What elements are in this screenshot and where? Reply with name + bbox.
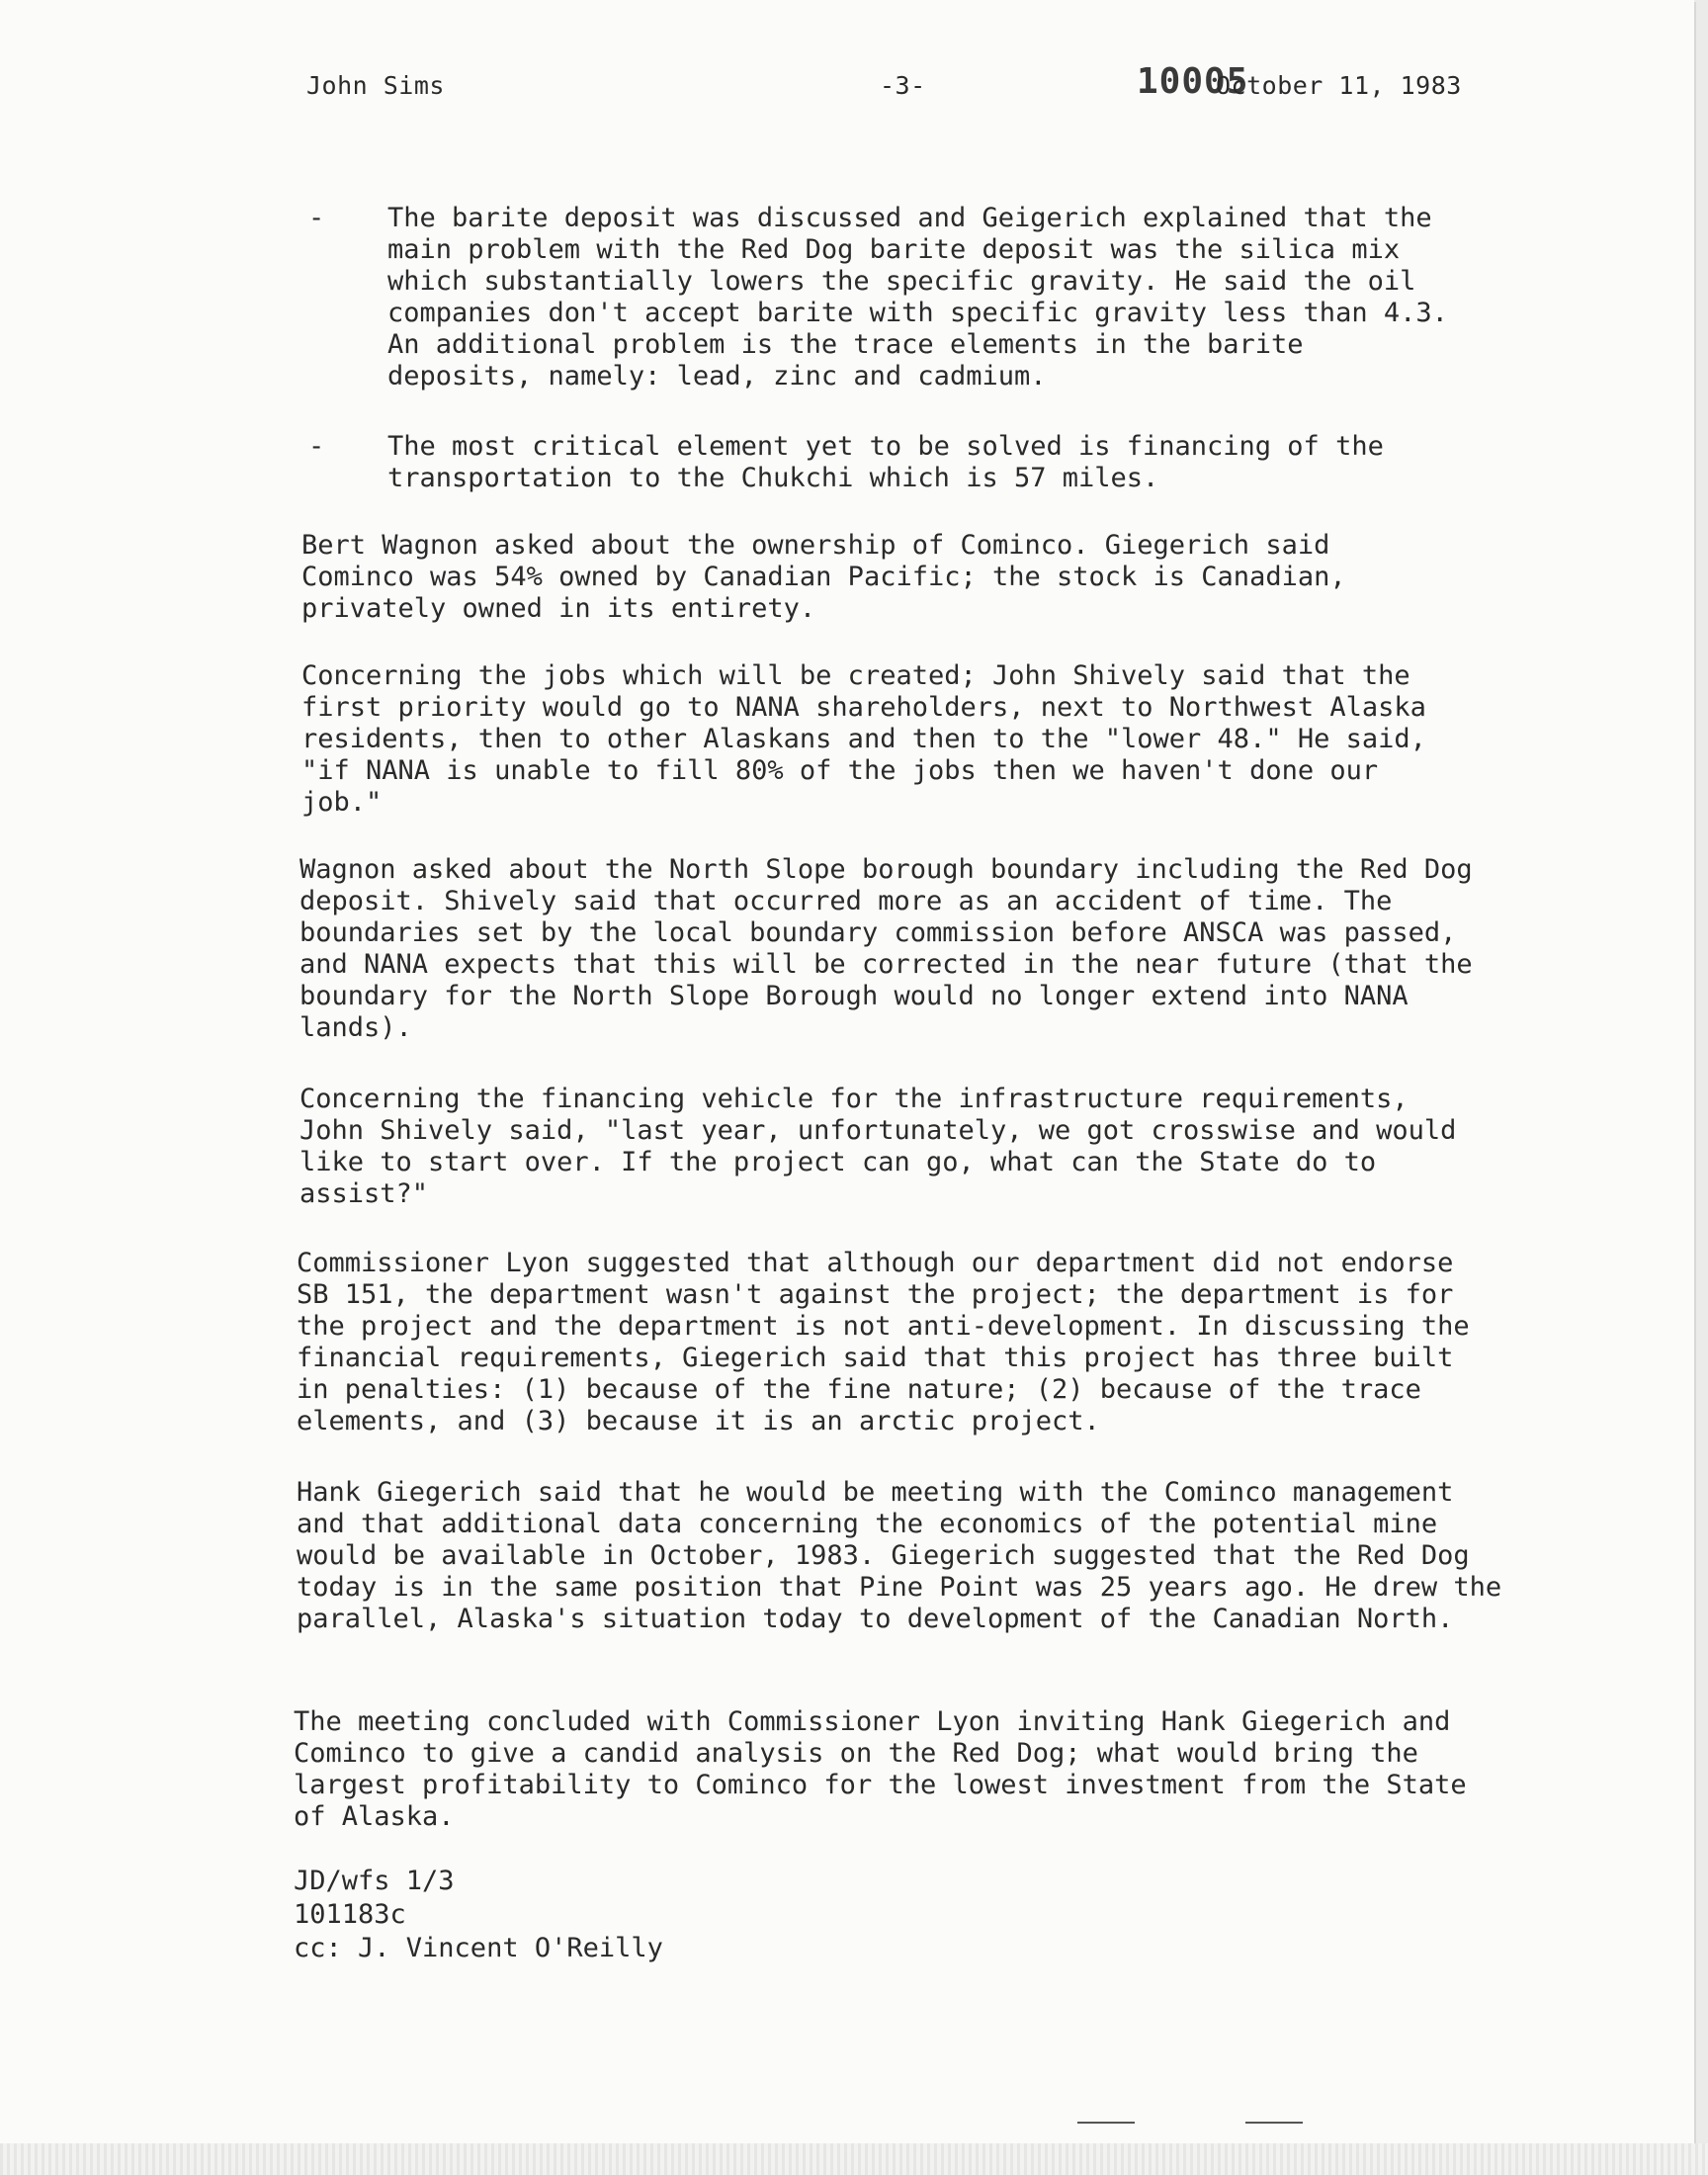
recipient-name: John Sims [306, 71, 445, 100]
paragraph-department-position: Commissioner Lyon suggested that although our department did not endorse SB 151, the department wasn't against the project; the department is for the project and the department is not anti-development. In discussing the financial requirements, Giegerich said that this project has three built in penalties: (1) because of the fine nature; (2) because of the trace elements, and (3) because it is an arctic project. [297, 1248, 1470, 1436]
scan-mark [1077, 2122, 1135, 2124]
paragraph-boundary: Wagnon asked about the North Slope borough boundary including the Red Dog deposit. Shively said that occurred more as an accident of time. The boundaries set by the local boundary commission before ANSCA was passed, and NANA expects that this will be corrected in the near future (that the boundary for the North Slope Borough would no longer extend into NANA lands). [299, 854, 1473, 1043]
scan-mark [1245, 2122, 1303, 2124]
paragraph-cominco-management: Hank Giegerich said that he would be meeting with the Cominco management and that additional data concerning the economics of the potential mine would be available in October, 1983. Giegerich suggested that the Red Dog today is in the same position that Pine Point was 25 years ago. He drew the parallel, Alaska's situation today to development of the Canadian North. [297, 1477, 1502, 1634]
bullet-marker: - [308, 431, 325, 462]
document-code: 101183c [294, 1899, 406, 1930]
typist-initials: JD/wfs 1/3 [294, 1866, 455, 1896]
bullet-transportation-financing: The most critical element yet to be solved is financing of the transportation to the Chukchi which is 57 miles. [387, 431, 1384, 493]
memo-date: October 11, 1983 [1216, 71, 1462, 100]
bullet-marker: - [308, 203, 325, 233]
document-stamp: 10005 [1137, 61, 1249, 102]
paragraph-financing-vehicle: Concerning the financing vehicle for the infrastructure requirements, John Shively said, "last year, unfortunately, we got crosswise and would like to start over. If the project can go, what can the State do to assist?" [299, 1084, 1457, 1209]
page-number: -3- [880, 71, 926, 100]
paragraph-ownership: Bert Wagnon asked about the ownership of Cominco. Giegerich said Cominco was 54% owned by Canadian Pacific; the stock is Canadian, privately owned in its entirety. [301, 530, 1346, 624]
bullet-barite-deposit: The barite deposit was discussed and Geigerich explained that the main problem with the Red Dog barite deposit was the silica mix which substantially lowers the specific gravity. He said the oil companies don't accept barite with specific gravity less than 4.3. An additional problem is the trace elements in the barite deposits, namely: lead, zinc and cadmium. [387, 203, 1448, 392]
paragraph-conclusion: The meeting concluded with Commissioner Lyon inviting Hank Giegerich and Cominco to give a candid analysis on the Red Dog; what would bring the largest profitability to Cominco for the lowest investment from the State of Alaska. [294, 1706, 1467, 1832]
scanner-edge [0, 2143, 1708, 2175]
paragraph-jobs: Concerning the jobs which will be created; John Shively said that the first priority would go to NANA shareholders, next to Northwest Alaska residents, then to other Alaskans and then to the "lower 48." He said, "if NANA is unable to fill 80% of the jobs then we haven't done our job." [301, 660, 1426, 818]
carbon-copy-line: cc: J. Vincent O'Reilly [294, 1933, 663, 1963]
